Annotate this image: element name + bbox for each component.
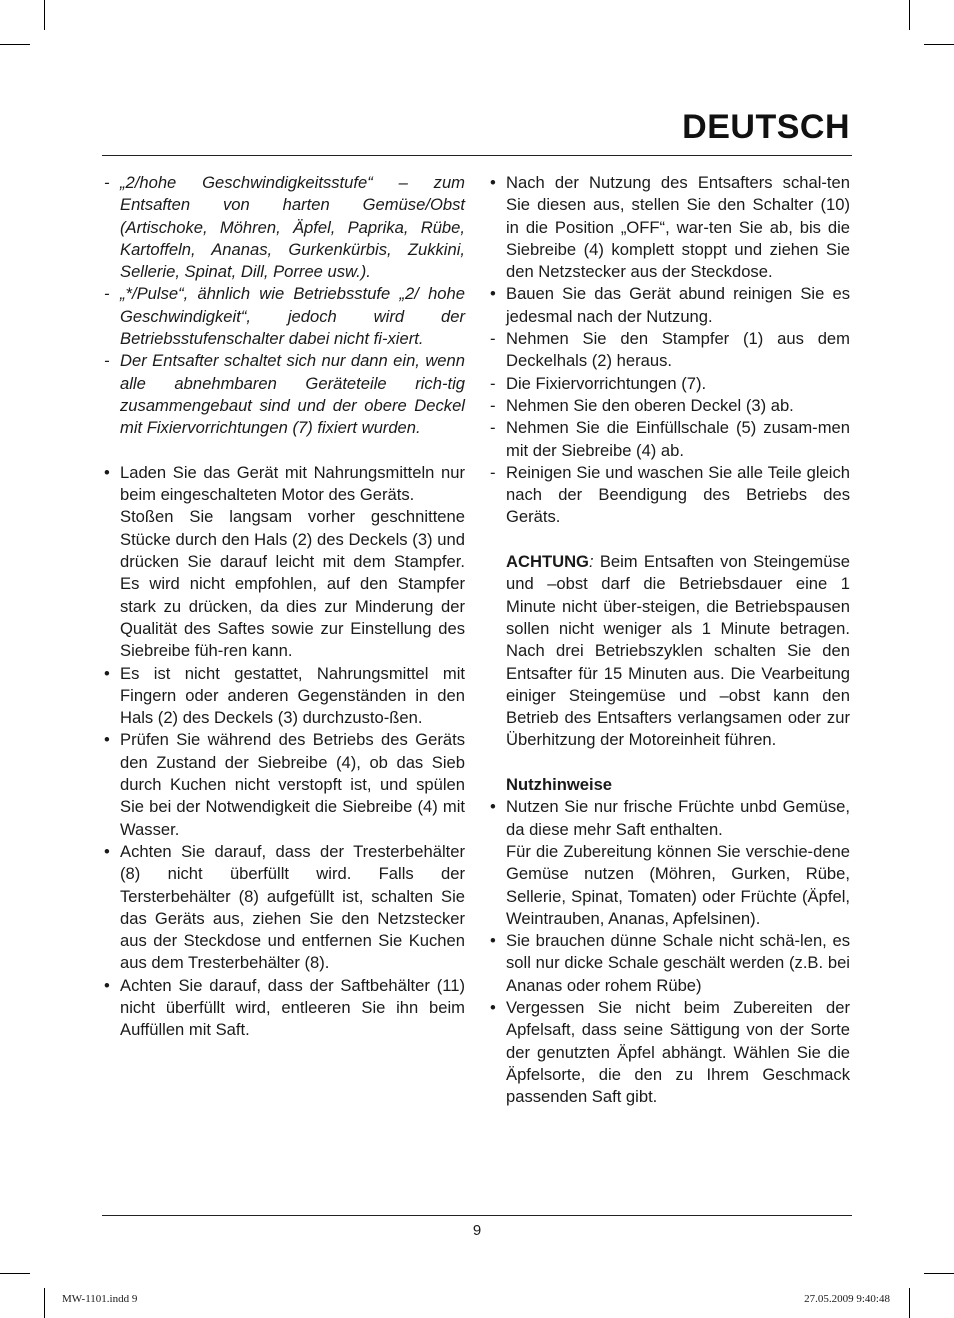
- tips-heading: Nutzhinweise: [506, 775, 613, 795]
- bottom-rule: [102, 1215, 852, 1216]
- warning-label: ACHTUNG: [506, 552, 589, 572]
- spacer: [120, 440, 465, 462]
- list-item-text: Nehmen Sie den oberen Deckel (3) ab.: [506, 395, 794, 415]
- list-item-text: Nach der Nutzung des Entsafters schal-ten Sie diesen aus, stellen Sie den Schalter (10) in die Position „OFF“, war-ten Sie ab, bis die Siebreibe (4) komplett stoppt und ziehen Sie den Netzstecker aus der Steckdose.: [506, 173, 850, 282]
- list-item-text: Nehmen Sie die Einfüllschale (5) zusam-men mit der Siebreibe (4) ab.: [506, 418, 850, 460]
- dash-marker: -: [104, 173, 110, 192]
- crop-mark: [909, 0, 910, 30]
- list-item: [490, 373, 850, 395]
- list-item-text: Es ist nicht gestattet, Nahrungsmittel mit Fingern oder anderen Gegenständen in den Hals (2) des Deckels (3) durchzusto-ßen.: [120, 663, 465, 728]
- footer-date-info: 27.05.2009 9:40:48: [804, 1293, 890, 1305]
- list-item: [490, 930, 850, 997]
- list-item-text: Bauen Sie das Gerät abund reinigen Sie es jedesmal nach der Nutzung.: [506, 284, 850, 326]
- list-item: [104, 975, 465, 1042]
- list-item-text: Vergessen Sie nicht beim Zubereiten der Apfelsaft, dass seine Sättigung von der Sorte der genutzten Äpfel abhängt. Wählen Sie die Äpfelsorte, die den zu Ihrem Geschmack passenden Saft gibt.: [506, 997, 850, 1107]
- list-item-text: „*/Pulse“, ähnlich wie Betriebsstufe „2/ hohe Geschwindigkeit“, jedoch wird der Betriebsstufenschalter dabei nicht fi-xiert.: [120, 284, 465, 349]
- page-number: 9: [472, 1222, 482, 1239]
- list-item-text-continued: Stoßen Sie langsam vorher geschnittene Stücke durch den Hals (2) des Deckels (3) und drücken Sie darauf leicht mit dem Stampfer. Es wird nicht empfohlen, auf den Stampfer stark zu drücken, da dies zur Minderung der Qualität des Saftes sowie zur Einstellung des Siebreibe füh-ren kann.: [120, 507, 465, 661]
- spacer: [506, 529, 850, 551]
- spacer: [506, 752, 850, 774]
- warning-text: Beim Entsaften von Steingemüse und –obst darf die Betriebsdauer eine 1 Minute nicht über-steigen, die Betriebspausen sollen nicht weniger als 1 Minute betragen. Nach drei Betriebszyklen schalten Sie den Entsafter für 15 Minuten aus. Die Vearbeitung einiger Steingemüse und –obst kann den Betrieb des Entsafters verlangsamen oder zur Überhitzung der Motoreinheit führen.: [506, 552, 850, 750]
- right-column: [490, 172, 850, 1108]
- dash-marker: -: [490, 329, 496, 349]
- crop-mark: [0, 44, 30, 45]
- warning-paragraph: [506, 551, 850, 752]
- list-item: [490, 328, 850, 373]
- crop-mark: [924, 44, 954, 45]
- list-item: [490, 417, 850, 462]
- list-item: [104, 729, 465, 840]
- warning-colon: :: [588, 552, 594, 572]
- crop-mark: [924, 1273, 954, 1274]
- bullet-marker: •: [104, 730, 110, 750]
- list-item: [104, 841, 465, 975]
- dash-marker: -: [490, 395, 496, 415]
- list-item-text: Laden Sie das Gerät mit Nahrungsmitteln nur beim eingeschalteten Motor des Geräts.: [120, 462, 465, 505]
- bullet-marker: •: [490, 797, 496, 817]
- list-item: [490, 395, 850, 417]
- section-title: DEUTSCH: [682, 108, 850, 146]
- footer-file-info: MW-1101.indd 9: [62, 1293, 138, 1305]
- dash-marker: -: [490, 462, 496, 482]
- list-item: [490, 997, 850, 1108]
- dash-marker: -: [490, 418, 496, 438]
- list-item: [490, 462, 850, 529]
- list-item-text: Reinigen Sie und waschen Sie alle Teile gleich nach der Beendigung des Betriebs des Geräts.: [506, 462, 850, 527]
- left-column: [104, 172, 465, 1042]
- list-item-text: Nehmen Sie den Stampfer (1) aus dem Deckelhals (2) heraus.: [506, 329, 850, 371]
- bullet-marker: •: [104, 462, 110, 482]
- list-item-text: Achten Sie darauf, dass der Saftbehälter (11) nicht überfüllt wird, entleeren Sie ihn beim Auffüllen mit Saft.: [120, 975, 465, 1040]
- dash-marker: -: [104, 351, 110, 371]
- crop-mark: [44, 1288, 45, 1318]
- list-item-text: Prüfen Sie während des Betriebs des Geräts den Zustand der Siebreibe (4), ob das Sieb durch Kuchen nicht verstopft ist, und spülen Sie bei der Notwendigkeit die Siebreibe (4) mit Wasser.: [120, 730, 465, 839]
- bullet-marker: •: [490, 931, 496, 951]
- crop-mark: [44, 0, 45, 30]
- list-item: [104, 172, 465, 283]
- list-item: [104, 350, 465, 439]
- list-item: [490, 796, 850, 930]
- list-item-text-continued: Für die Zubereitung können Sie verschie-dene Gemüse nutzen (Möhren, Gurken, Rübe, Sellerie, Spinat, Tomaten) oder Früchte (Äpfel, Weintrauben, Ananas, Apfelsinen).: [506, 841, 850, 928]
- list-item-text: Nutzen Sie nur frische Früchte unbd Gemüse, da diese mehr Saft enthalten.: [506, 797, 850, 839]
- crop-mark: [909, 1288, 910, 1318]
- dash-marker: -: [490, 373, 496, 393]
- list-item-text: „2/hohe Geschwindigkeitsstufe“ – zum Entsaften von harten Gemüse/Obst (Artischoke, Möhren, Äpfel, Paprika, Rübe, Kartoffeln, Ananas, Gurkenkürbis, Zukkini, Sellerie, Spinat, Dill, Porree usw.).: [120, 173, 465, 282]
- list-item: [490, 172, 850, 283]
- list-item: [104, 462, 465, 663]
- bullet-marker: •: [104, 841, 110, 861]
- top-rule: [102, 155, 852, 156]
- bullet-marker: •: [104, 663, 110, 683]
- list-item: [104, 663, 465, 730]
- list-item-text: Achten Sie darauf, dass der Tresterbehälter (8) nicht überfüllt wird. Falls der Tersterbehälter (8) aufgefüllt ist, schalten Sie das Geräts aus, ziehen Sie den Netzstecker aus der Steckdose und entfernen Sie Kuchen aus dem Tresterbehälter (8).: [120, 841, 465, 973]
- bullet-marker: •: [490, 284, 496, 304]
- list-item-text: Der Entsafter schaltet sich nur dann ein, wenn alle abnehmbaren Geräteteile rich-tig zusammengebaut sind und der obere Deckel mit Fixiervorrichtungen (7) fixiert wurden.: [120, 351, 465, 438]
- bullet-marker: •: [490, 173, 496, 192]
- dash-marker: -: [104, 284, 110, 304]
- bullet-marker: •: [490, 997, 496, 1017]
- list-item-text: Die Fixiervorrichtungen (7).: [506, 373, 707, 393]
- list-item-text: Sie brauchen dünne Schale nicht schä-len, es soll nur dicke Schale geschält werden (z.B. bei Ananas oder rohem Rübe): [506, 931, 850, 995]
- crop-mark: [0, 1273, 30, 1274]
- list-item: [490, 283, 850, 328]
- list-item: [104, 283, 465, 350]
- bullet-marker: •: [104, 975, 110, 995]
